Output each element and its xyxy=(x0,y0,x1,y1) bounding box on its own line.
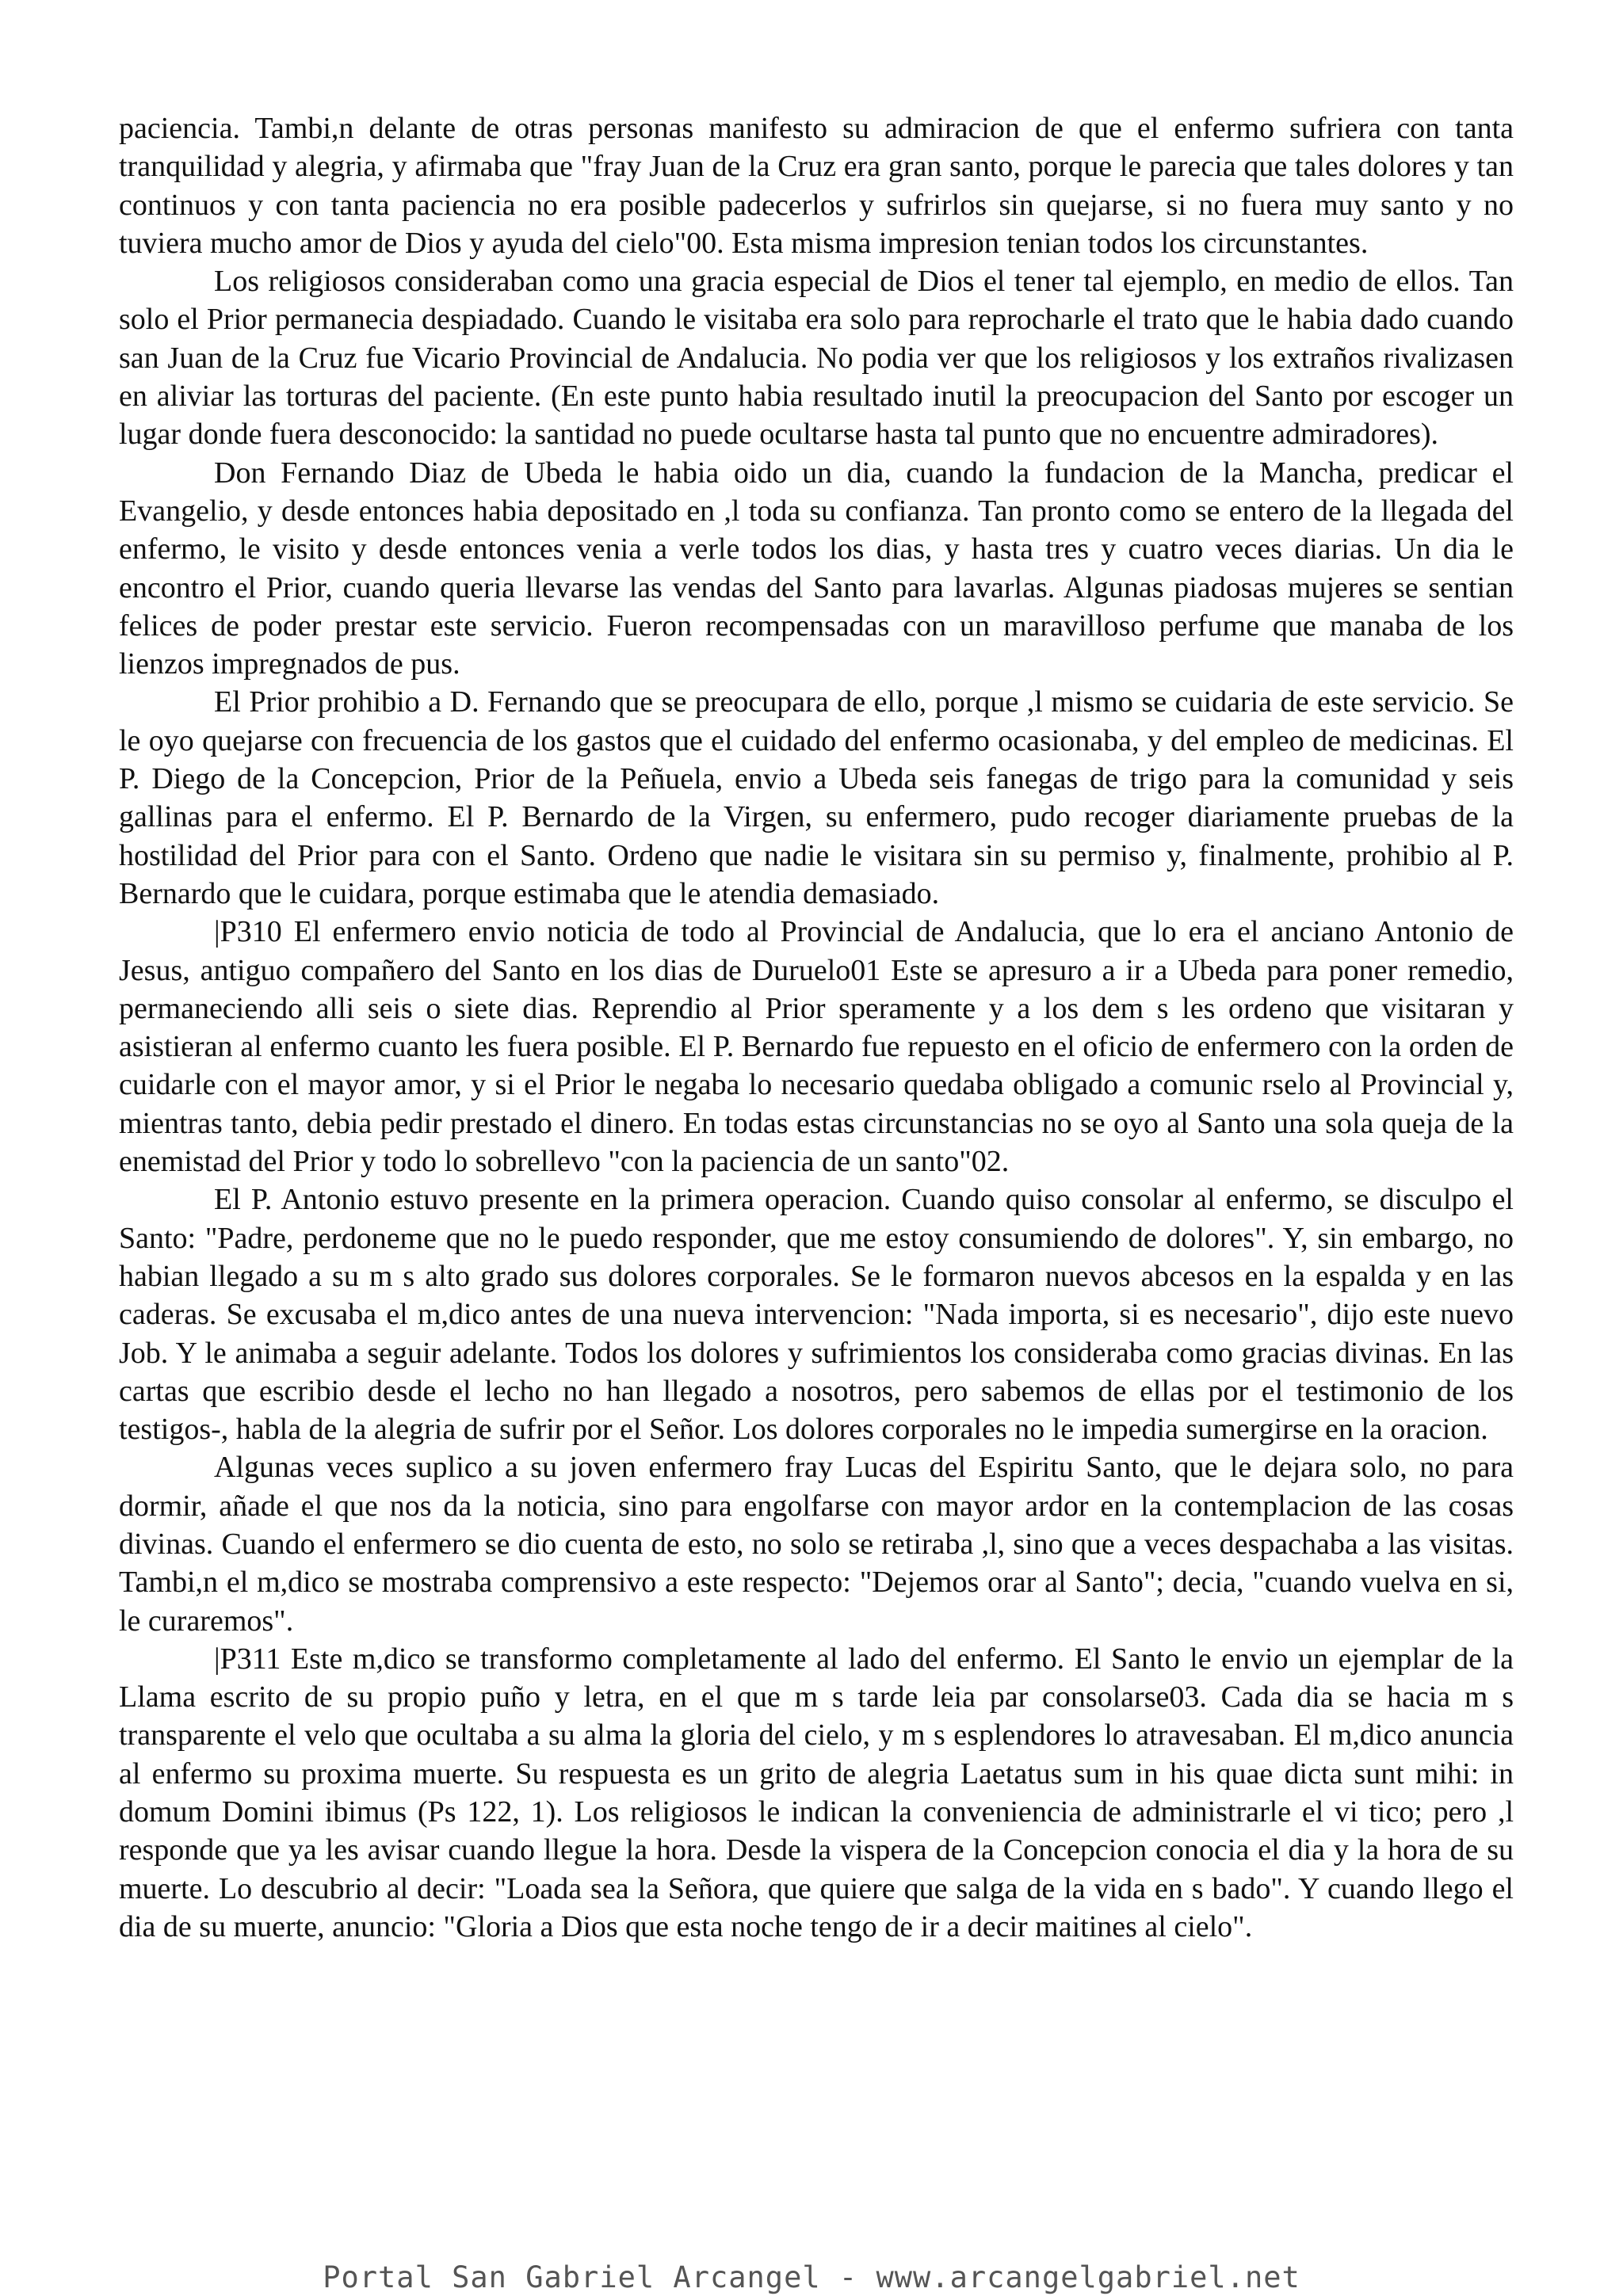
paragraph: El P. Antonio estuvo presente en la primera operacion. Cuando quiso consolar al enfermo, se disculpo el Santo: "Padre, perdoneme que no le puedo responder, que me estoy consumiendo de dolores". Y, sin embargo, no habian llegado a su m s alto grado sus dolores corporales. Se le formaron nuevos abcesos en la espalda y en las caderas. Se excusaba el m,dico antes de una nueva intervencion: "Nada importa, si es necesario", dijo este nuevo Job. Y le animaba a seguir adelante. Todos los dolores y sufrimientos los consideraba como gracias divinas. En las cartas que escribio desde el lecho no han llegado a nosotros, pero sabemos de ellas por el testimonio de los testigos-, habla de la alegria de sufrir por el Señor. Los dolores corporales no le impedia sumergirse en la oracion. xyxy=(119,1183,1514,1447)
paragraph: |P311 Este m,dico se transformo completamente al lado del enfermo. El Santo le envio un ejemplar de la Llama escrito de su propio puño y letra, en el que m s tarde leia par consolarse03. Cada dia se hacia m s transparente el velo que ocultaba a su alma la gloria del cielo, y m s esplendores lo atravesaban. El m,dico anuncia al enfermo su proxima muerte. Su respuesta es un grito de alegria Laetatus sum in his quae dicta sunt mihi: in domum Domini ibimus (Ps 122, 1). Los religiosos le indican la conveniencia de administrarle el vi tico; pero ,l responde que ya les avisar cuando llegue la hora. Desde la vispera de la Concepcion conocia el dia y la hora de su muerte. Lo descubrio al decir: "Loada sea la Señora, que quiere que salga de la vida en s bado". Y cuando llego el dia de su muerte, anuncio: "Gloria a Dios que esta noche tengo de ir a decir maitines al cielo". xyxy=(119,1642,1514,1943)
paragraph: paciencia. Tambi,n delante de otras personas manifesto su admiracion de que el enfermo sufriera con tanta tranquilidad y alegria, y afirmaba que "fray Juan de la Cruz era gran santo, porque le parecia que tales dolores y tan continuos y con tanta paciencia no era posible padecerlos y sufrirlos sin quejarse, si no fuera muy santo y no tuviera mucho amor de Dios y ayuda del cielo"00. Esta misma impresion tenian todos los circunstantes. xyxy=(119,112,1514,260)
document-body xyxy=(119,109,1514,1946)
paragraph: Los religiosos consideraban como una gracia especial de Dios el tener tal ejemplo, en medio de ellos. Tan solo el Prior permanecia despiadado. Cuando le visitaba era solo para reprocharle el trato que le habia dado cuando san Juan de la Cruz fue Vicario Provincial de Andalucia. No podia ver que los religiosos y los extraños rivalizasen en aliviar las torturas del paciente. (En este punto habia resultado inutil la preocupacion del Santo por escoger un lugar donde fuera desconocido: la santidad no puede ocultarse hasta tal punto que no encuentre admiradores). xyxy=(119,265,1514,452)
paragraph: Don Fernando Diaz de Ubeda le habia oido un dia, cuando la fundacion de la Mancha, predicar el Evangelio, y desde entonces habia depositado en ,l toda su confianza. Tan pronto como se entero de la llegada del enfermo, le visito y desde entonces venia a verle todos los dias, y hasta tres y cuatro veces diarias. Un dia le encontro el Prior, cuando queria llevarse las vendas del Santo para lavarlas. Algunas piadosas mujeres se sentian felices de poder prestar este servicio. Fueron recompensadas con un maravilloso perfume que manaba de los lienzos impregnados de pus. xyxy=(119,456,1514,681)
paragraph: |P310 El enfermero envio noticia de todo al Provincial de Andalucia, que lo era el anciano Antonio de Jesus, antiguo compañero del Santo en los dias de Duruelo01 Este se apresuro a ir a Ubeda para poner remedio, permaneciendo alli seis o siete dias. Reprendio al Prior speramente y a los dem s les ordeno que visitaran y asistieran al enfermo cuanto les fuera posible. El P. Bernardo fue repuesto en el oficio de enfermero con la orden de cuidarle con el mayor amor, y si el Prior le negaba lo necesario quedaba obligado a comunic rselo al Provincial y, mientras tanto, debia pedir prestado el dinero. En todas estas circunstancias no se oyo al Santo una sola queja de la enemistad del Prior y todo lo sobrellevo "con la paciencia de un santo"02. xyxy=(119,915,1514,1179)
paragraph: Algunas veces suplico a su joven enfermero fray Lucas del Espiritu Santo, que le dejara solo, no para dormir, añade el que nos da la noticia, sino para engolfarse con mayor ardor en la contemplacion de las cosas divinas. Cuando el enfermero se dio cuenta de esto, no solo se retiraba ,l, sino que a veces despachaba a las visitas. Tambi,n el m,dico se mostraba comprensivo a este respecto: "Dejemos orar al Santo"; decia, "cuando vuelva en si, le curaremos". xyxy=(119,1451,1514,1638)
page-footer: Portal San Gabriel Arcangel - www.arcangelgabriel.net xyxy=(323,2260,1300,2294)
paragraph: El Prior prohibio a D. Fernando que se preocupara de ello, porque ,l mismo se cuidaria de este servicio. Se le oyo quejarse con frecuencia de los gastos que el cuidado del enfermo ocasionaba, y del empleo de medicinas. El P. Diego de la Concepcion, Prior de la Peñuela, envio a Ubeda seis fanegas de trigo para la comunidad y seis gallinas para el enfermo. El P. Bernardo de la Virgen, su enfermero, pudo recoger diariamente pruebas de la hostilidad del Prior para con el Santo. Ordeno que nadie le visitara sin su permiso y, finalmente, prohibio al P. Bernardo que le cuidara, porque estimaba que le atendia demasiado. xyxy=(119,685,1514,910)
